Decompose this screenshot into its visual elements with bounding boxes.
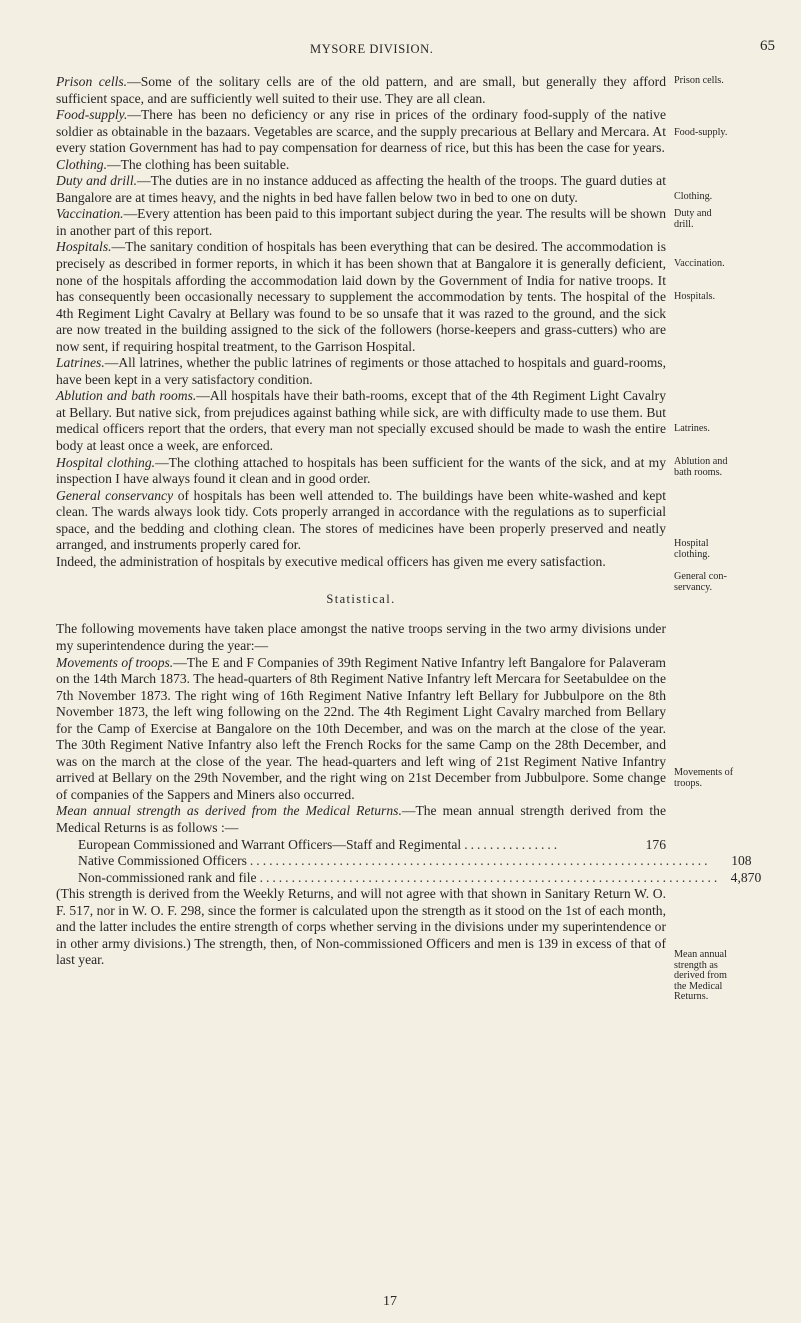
table-row: Non-commissioned rank and file ........................................................................ 4,870 (78, 869, 762, 885)
page-number: 65 (760, 38, 775, 54)
paragraph-stat-intro: The following movements have taken place amongst the native troops serving in the two army divisions under my superintendence during the year:— (56, 621, 666, 653)
running-head: MYSORE DIVISION. (310, 42, 434, 56)
main-text (56, 74, 762, 969)
paragraph-duty-drill: Duty and drill.—The duties are in no instance adduced as affecting the health of the troops. The guard duties at Bangalore are at times heavy, and the nights in bed have fallen below two in bed to one on duty. (56, 173, 666, 205)
paragraph-ablution: Ablution and bath rooms.—All hospitals have their bath-rooms, except that of the 4th Regiment Light Cavalry at Bellary. But native sick, from prejudices against bathing while sick, are with difficulty made to use them. But medical officers report that the orders, that every man not specially excused should be made to wash the entire body at least once a week, are enforced. (56, 388, 666, 454)
paragraph-strength-note: (This strength is derived from the Weekly Returns, and will not agree with that shown in Sanitary Return W. O. F. 517, nor in W. O. F. 298, since the former is calculated upon the strength as it stood on the 1st of each month, and the latter includes the entire strength of corps whether serving in the divisions under my superintendence or in other army divisions.) The strength, then, of Non-commissioned Officers and men is 139 in excess of that of last year. (56, 886, 666, 968)
margin-note-conservancy: General con- servancy. (674, 571, 727, 593)
paragraph-prison-cells: Prison cells.—Some of the solitary cells are of the old pattern, and are small, but generally they afford sufficient space, and are sufficiently well suited to their use. They are all clean. (56, 74, 666, 106)
paragraph-hospital-clothing: Hospital clothing.—The clothing attached to hospitals has been sufficient for the wants of the sick, and at my inspection I have always found it clean and in good order. (56, 454, 666, 487)
margin-note-mean-strength: Mean annual strength as derived from the Medical Returns. (674, 949, 727, 1002)
margin-note-ablution: Ablution and bath rooms. (674, 456, 728, 478)
margin-note-vaccination: Vaccination. (674, 258, 725, 269)
margin-note-hospitals: Hospitals. (674, 291, 716, 302)
margin-note-duty-drill: Duty and drill. (674, 208, 712, 230)
table-row: European Commissioned and Warrant Officers—Staff and Regimental ............... 176 (78, 836, 666, 852)
paragraph-vaccination: Vaccination.—Every attention has been paid to this important subject during the year. The results will be shown in another part of this report. (56, 206, 666, 238)
margin-note-food-supply: Food-supply. (674, 127, 728, 138)
page-header (0, 38, 801, 62)
paragraph-clothing: Clothing.—The clothing has been suitable. (56, 156, 290, 172)
paragraph-food-supply: Food-supply.—There has been no deficiency or any rise in prices of the ordinary food-supply of the native soldier as obtainable in the bazaars. Vegetables are scarce, and the supply precarious at Bellary and Mercara. At every station Government has had to pay compensation for dearness of rice, but this has been the case for years. (56, 107, 666, 156)
paragraph-latrines: Latrines.—All latrines, whether the public latrines of regiments or those attached to hospitals and guard-rooms, have been kept in a very satisfactory condition. (56, 355, 666, 387)
strength-table (56, 836, 762, 887)
paragraph-hospitals: Hospitals.—The sanitary condition of hospitals has been everything that can be desired. The accommodation is precisely as described in former reports, in which it has been shown that at Bangalore it is generally deficient, none of the hospitals affording the accommodation laid down by the Government of India for native troops. It has consequently been occasionally necessary to supplement the accommodation by tents. The hospital of the 4th Regiment Light Cavalry at Bellary was found to be so unsafe that it was razed to the ground, and the sick are now treated in the building assigned to the sick of the followers (horse-keepers and grass-cutters) who are now sent, if requiring hospital treatment, to the Garrison Hospital. (56, 239, 666, 354)
paragraph-strength: Mean annual strength as derived from the Medical Returns.—The mean annual strength derived from the Medical Returns is as follows :— (56, 803, 666, 835)
paragraph-movements: Movements of troops.—The E and F Companies of 39th Regiment Native Infantry left Bangalore for Palaveram on the 14th March 1873. The head-quarters of 8th Regiment Native Infantry left Mercara for Seetabuldee on the 7th November 1873. The right wing of 16th Regiment Native Infantry left Bellary for Jubbulpore on the 8th November 1873, the left wing following on the 22nd. The 4th Regiment Light Cavalry marched from Bellary for the Camp of Exercise at Bangalore on the 10th December, and was on the march at the close of the year. The 30th Regiment Native Infantry also left the French Rocks for the same Camp on the 28th December, and was on the march at the close of the year. The head-quarters and left wing of 21st Regiment Native Infantry arrived at Bellary on the 29th November, and the right wing on 21st December from Jubbulpore. Some change of companies of the Sappers and Miners also occurred. (56, 654, 667, 802)
margin-note-movements: Movements of troops. (674, 767, 734, 789)
margin-note-prison-cells: Prison cells. (674, 75, 724, 86)
signature-mark: 17 (383, 1294, 397, 1309)
paragraph-indeed: Indeed, the administration of hospitals by executive medical officers has given me every satisfaction. (56, 553, 606, 569)
section-heading-statistical: Statistical. (326, 592, 396, 607)
margin-note-hospital-clothing: Hospital clothing. (674, 538, 710, 560)
margin-note-latrines: Latrines. (674, 423, 710, 434)
margin-note-clothing: Clothing. (674, 191, 713, 202)
table-row: Native Commissioned Officers ........................................................................ 108 (78, 853, 752, 869)
paragraph-conservancy: General conservancy of hospitals has been well attended to. The buildings have been white-washed and kept clean. The wards always look tidy. Cots properly arranged in accordance with the regulations as to superficial space, and the bedding and clothing clean. The stores of medicines have been properly preserved and neatly arranged, and instruments properly cared for. (56, 487, 666, 553)
